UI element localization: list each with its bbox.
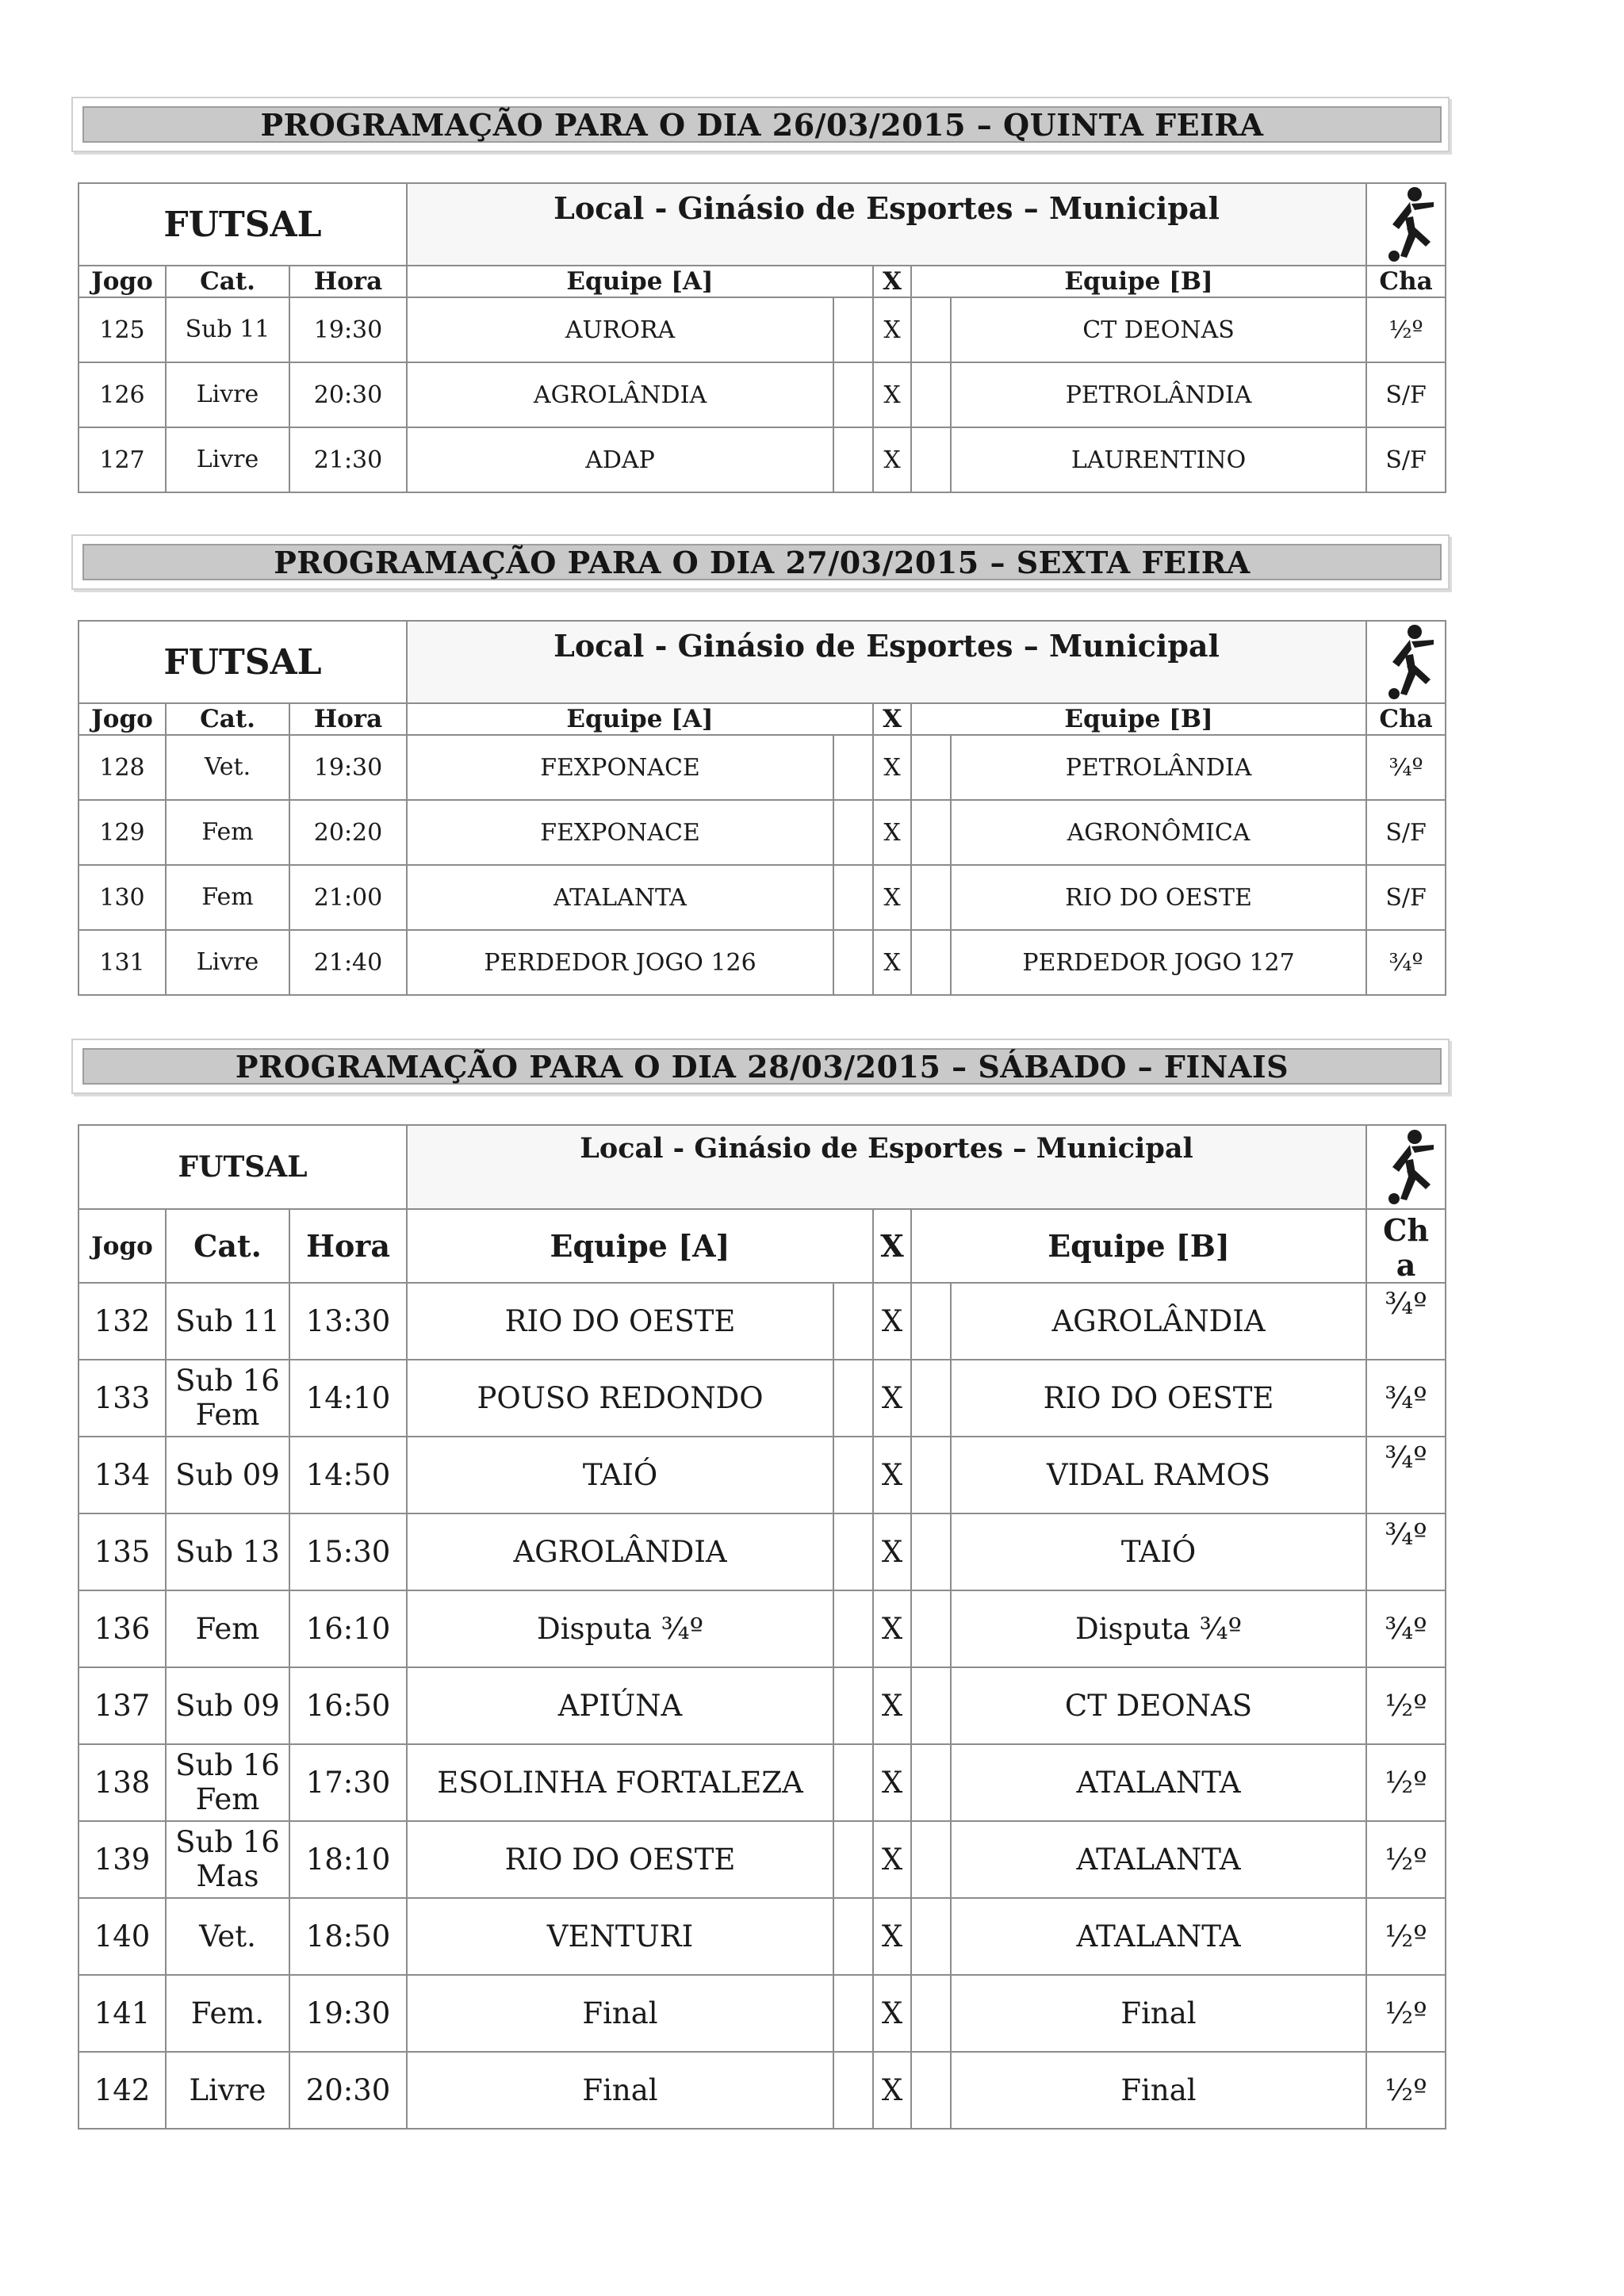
col-equipe-a: Equipe [A] <box>407 703 873 735</box>
col-equipe-b: Equipe [B] <box>911 703 1366 735</box>
col-cha: Ch a <box>1366 1209 1446 1283</box>
game-number: 127 <box>79 427 166 492</box>
team-a: AGROLÂNDIA <box>407 362 833 427</box>
spacer <box>833 1821 873 1898</box>
section-2-title: PROGRAMAÇÃO PARA O DIA 27/03/2015 – SEXTA FEIRA <box>82 544 1442 580</box>
category: Fem <box>166 800 289 865</box>
team-a: VENTURI <box>407 1898 833 1975</box>
team-b: AGROLÂNDIA <box>951 1283 1366 1360</box>
spacer <box>833 427 873 492</box>
table-row <box>79 1590 1446 1667</box>
team-b: AGRONÔMICA <box>951 800 1366 865</box>
col-x: X <box>873 266 911 297</box>
category: Fem <box>166 1590 289 1667</box>
time: 21:40 <box>289 930 407 995</box>
table-row <box>79 297 1446 362</box>
category: Sub 11 <box>166 297 289 362</box>
game-number: 129 <box>79 800 166 865</box>
sport-label: FUTSAL <box>79 1125 407 1209</box>
section-1-table <box>78 182 1446 493</box>
versus-mark: X <box>873 865 911 930</box>
team-a: PERDEDOR JOGO 126 <box>407 930 833 995</box>
team-b: Disputa ¾º <box>951 1590 1366 1667</box>
col-cat: Cat. <box>166 1209 289 1283</box>
team-a: Final <box>407 2052 833 2129</box>
spacer <box>911 297 951 362</box>
section-2-table <box>78 620 1446 996</box>
bracket-phase: ½º <box>1366 1667 1446 1744</box>
versus-mark: X <box>873 1667 911 1744</box>
table-row <box>79 800 1446 865</box>
versus-mark: X <box>873 800 911 865</box>
team-a: AURORA <box>407 297 833 362</box>
game-number: 141 <box>79 1975 166 2052</box>
versus-mark: X <box>873 1821 911 1898</box>
versus-mark: X <box>873 1975 911 2052</box>
category: Livre <box>166 427 289 492</box>
bracket-phase: ¾º <box>1366 1360 1446 1437</box>
spacer <box>911 1898 951 1975</box>
table-row <box>79 1975 1446 2052</box>
spacer <box>833 1975 873 2052</box>
spacer <box>833 800 873 865</box>
game-number: 126 <box>79 362 166 427</box>
team-b: CT DEONAS <box>951 1667 1366 1744</box>
versus-mark: X <box>873 735 911 800</box>
time: 18:50 <box>289 1898 407 1975</box>
versus-mark: X <box>873 1744 911 1821</box>
spacer <box>833 1898 873 1975</box>
team-a: FEXPONACE <box>407 800 833 865</box>
table-row <box>79 1744 1446 1821</box>
team-a: RIO DO OESTE <box>407 1283 833 1360</box>
versus-mark: X <box>873 362 911 427</box>
spacer <box>911 930 951 995</box>
versus-mark: X <box>873 1360 911 1437</box>
category: Sub 16 Fem <box>166 1744 289 1821</box>
versus-mark: X <box>873 1590 911 1667</box>
category: Fem <box>166 865 289 930</box>
time: 21:30 <box>289 427 407 492</box>
game-number: 136 <box>79 1590 166 1667</box>
col-cat: Cat. <box>166 266 289 297</box>
bracket-phase: S/F <box>1366 865 1446 930</box>
category: Sub 09 <box>166 1437 289 1513</box>
team-a: ADAP <box>407 427 833 492</box>
time: 17:30 <box>289 1744 407 1821</box>
team-b: ATALANTA <box>951 1744 1366 1821</box>
game-number: 133 <box>79 1360 166 1437</box>
team-b: VIDAL RAMOS <box>951 1437 1366 1513</box>
spacer <box>911 427 951 492</box>
team-a: ATALANTA <box>407 865 833 930</box>
section-3-title: PROGRAMAÇÃO PARA O DIA 28/03/2015 – SÁBADO – FINAIS <box>82 1048 1442 1085</box>
game-number: 139 <box>79 1821 166 1898</box>
spacer <box>833 362 873 427</box>
bracket-phase: ½º <box>1366 2052 1446 2129</box>
time: 18:10 <box>289 1821 407 1898</box>
category: Livre <box>166 930 289 995</box>
time: 19:30 <box>289 297 407 362</box>
table-row <box>79 865 1446 930</box>
col-hora: Hora <box>289 1209 407 1283</box>
bracket-phase: ¾º <box>1366 930 1446 995</box>
col-jogo: Jogo <box>79 1209 166 1283</box>
category: Sub 13 <box>166 1513 289 1590</box>
col-equipe-a: Equipe [A] <box>407 1209 873 1283</box>
bracket-phase: ¾º <box>1366 1283 1446 1360</box>
category: Vet. <box>166 1898 289 1975</box>
table-row <box>79 427 1446 492</box>
versus-mark: X <box>873 1283 911 1360</box>
category: Livre <box>166 362 289 427</box>
table-row <box>79 1513 1446 1590</box>
game-number: 131 <box>79 930 166 995</box>
col-equipe-b: Equipe [B] <box>911 1209 1366 1283</box>
category: Fem. <box>166 1975 289 2052</box>
team-b: RIO DO OESTE <box>951 865 1366 930</box>
time: 20:20 <box>289 800 407 865</box>
team-a: AGROLÂNDIA <box>407 1513 833 1590</box>
versus-mark: X <box>873 1513 911 1590</box>
team-a: POUSO REDONDO <box>407 1360 833 1437</box>
column-header-row <box>79 1209 1446 1283</box>
spacer <box>833 1513 873 1590</box>
table-row <box>79 1821 1446 1898</box>
versus-mark: X <box>873 1898 911 1975</box>
time: 20:30 <box>289 2052 407 2129</box>
team-a: FEXPONACE <box>407 735 833 800</box>
time: 19:30 <box>289 735 407 800</box>
spacer <box>911 1744 951 1821</box>
col-jogo: Jogo <box>79 266 166 297</box>
game-number: 128 <box>79 735 166 800</box>
category: Livre <box>166 2052 289 2129</box>
table-row <box>79 1283 1446 1360</box>
table-row <box>79 1898 1446 1975</box>
game-number: 140 <box>79 1898 166 1975</box>
spacer <box>911 865 951 930</box>
versus-mark: X <box>873 427 911 492</box>
game-number: 125 <box>79 297 166 362</box>
table-row <box>79 1667 1446 1744</box>
spacer <box>911 1437 951 1513</box>
spacer <box>911 1590 951 1667</box>
category: Sub 16 Mas <box>166 1821 289 1898</box>
section-3-table <box>78 1124 1446 2130</box>
time: 14:50 <box>289 1437 407 1513</box>
spacer <box>911 1975 951 2052</box>
column-header-row <box>79 703 1446 735</box>
spacer <box>911 2052 951 2129</box>
spacer <box>911 1513 951 1590</box>
team-b: ATALANTA <box>951 1898 1366 1975</box>
game-number: 130 <box>79 865 166 930</box>
table-row <box>79 2052 1446 2129</box>
team-b: ATALANTA <box>951 1821 1366 1898</box>
bracket-phase: ¾º <box>1366 1590 1446 1667</box>
team-b: LAURENTINO <box>951 427 1366 492</box>
time: 14:10 <box>289 1360 407 1437</box>
team-a: ESOLINHA FORTALEZA <box>407 1744 833 1821</box>
team-b: PETROLÂNDIA <box>951 735 1366 800</box>
soccer-player-kicking-icon <box>1366 1125 1446 1209</box>
versus-mark: X <box>873 2052 911 2129</box>
category: Sub 11 <box>166 1283 289 1360</box>
sport-label: FUTSAL <box>79 183 407 266</box>
category: Sub 16 Fem <box>166 1360 289 1437</box>
game-number: 135 <box>79 1513 166 1590</box>
section-3-banner <box>71 1039 1450 1094</box>
team-b: PERDEDOR JOGO 127 <box>951 930 1366 995</box>
time: 16:10 <box>289 1590 407 1667</box>
team-b: Final <box>951 1975 1366 2052</box>
team-a: Disputa ¾º <box>407 1590 833 1667</box>
col-jogo: Jogo <box>79 703 166 735</box>
team-b: CT DEONAS <box>951 297 1366 362</box>
spacer <box>833 930 873 995</box>
col-equipe-b: Equipe [B] <box>911 266 1366 297</box>
team-a: RIO DO OESTE <box>407 1821 833 1898</box>
bracket-phase: ½º <box>1366 1975 1446 2052</box>
category: Vet. <box>166 735 289 800</box>
spacer <box>833 2052 873 2129</box>
col-cha: Cha <box>1366 703 1446 735</box>
versus-mark: X <box>873 930 911 995</box>
versus-mark: X <box>873 1437 911 1513</box>
team-a: APIÚNA <box>407 1667 833 1744</box>
spacer <box>833 735 873 800</box>
game-number: 142 <box>79 2052 166 2129</box>
bracket-phase: ¾º <box>1366 1437 1446 1513</box>
team-b: TAIÓ <box>951 1513 1366 1590</box>
venue-label: Local - Ginásio de Esportes – Municipal <box>407 1125 1366 1209</box>
soccer-player-kicking-icon <box>1366 621 1446 703</box>
spacer <box>911 1667 951 1744</box>
col-x: X <box>873 703 911 735</box>
col-cha: Cha <box>1366 266 1446 297</box>
bracket-phase: ½º <box>1366 1821 1446 1898</box>
soccer-player-kicking-icon <box>1366 183 1446 266</box>
column-header-row <box>79 266 1446 297</box>
bracket-phase: S/F <box>1366 427 1446 492</box>
spacer <box>833 297 873 362</box>
category: Sub 09 <box>166 1667 289 1744</box>
col-equipe-a: Equipe [A] <box>407 266 873 297</box>
game-number: 137 <box>79 1667 166 1744</box>
time: 16:50 <box>289 1667 407 1744</box>
table-row <box>79 362 1446 427</box>
spacer <box>911 362 951 427</box>
spacer <box>833 1360 873 1437</box>
spacer <box>911 735 951 800</box>
versus-mark: X <box>873 297 911 362</box>
col-hora: Hora <box>289 266 407 297</box>
team-a: TAIÓ <box>407 1437 833 1513</box>
game-number: 138 <box>79 1744 166 1821</box>
venue-label: Local - Ginásio de Esportes – Municipal <box>407 621 1366 703</box>
bracket-phase: S/F <box>1366 362 1446 427</box>
team-b: PETROLÂNDIA <box>951 362 1366 427</box>
spacer <box>833 1590 873 1667</box>
table-row <box>79 1360 1446 1437</box>
col-x: X <box>873 1209 911 1283</box>
bracket-phase: S/F <box>1366 800 1446 865</box>
bracket-phase: ½º <box>1366 297 1446 362</box>
team-a: Final <box>407 1975 833 2052</box>
section-1-title: PROGRAMAÇÃO PARA O DIA 26/03/2015 – QUINTA FEIRA <box>82 106 1442 143</box>
sport-label: FUTSAL <box>79 621 407 703</box>
table-row <box>79 1437 1446 1513</box>
bracket-phase: ¾º <box>1366 1513 1446 1590</box>
spacer <box>833 1437 873 1513</box>
game-number: 132 <box>79 1283 166 1360</box>
time: 20:30 <box>289 362 407 427</box>
section-1-banner <box>71 97 1450 152</box>
col-hora: Hora <box>289 703 407 735</box>
venue-label: Local - Ginásio de Esportes – Municipal <box>407 183 1366 266</box>
table-row <box>79 735 1446 800</box>
spacer <box>911 1360 951 1437</box>
spacer <box>833 1744 873 1821</box>
spacer <box>911 1821 951 1898</box>
time: 19:30 <box>289 1975 407 2052</box>
time: 13:30 <box>289 1283 407 1360</box>
section-2-banner <box>71 534 1450 590</box>
spacer <box>833 1283 873 1360</box>
time: 21:00 <box>289 865 407 930</box>
team-b: RIO DO OESTE <box>951 1360 1366 1437</box>
col-cat: Cat. <box>166 703 289 735</box>
game-number: 134 <box>79 1437 166 1513</box>
time: 15:30 <box>289 1513 407 1590</box>
bracket-phase: ½º <box>1366 1744 1446 1821</box>
spacer <box>833 1667 873 1744</box>
bracket-phase: ¾º <box>1366 735 1446 800</box>
bracket-phase: ½º <box>1366 1898 1446 1975</box>
team-b: Final <box>951 2052 1366 2129</box>
spacer <box>911 1283 951 1360</box>
spacer <box>833 865 873 930</box>
table-row <box>79 930 1446 995</box>
spacer <box>911 800 951 865</box>
